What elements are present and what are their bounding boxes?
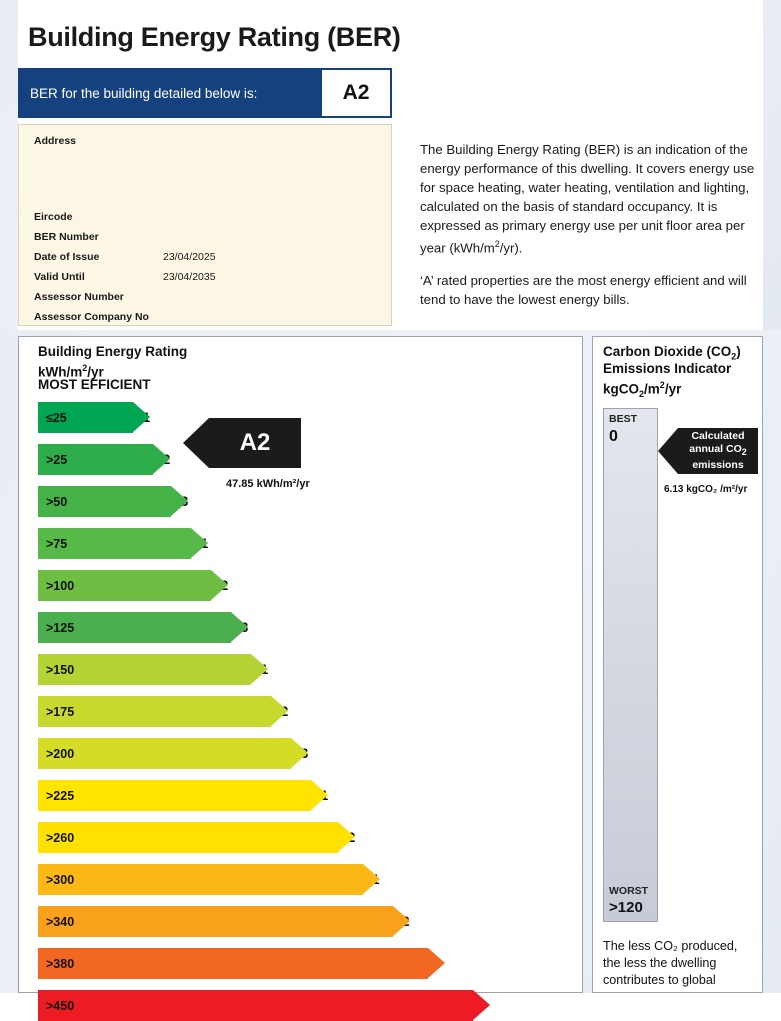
rating-band-tip	[393, 906, 410, 936]
description-block	[420, 140, 770, 323]
rating-band-range: >380	[46, 956, 75, 971]
rating-band-c1	[38, 654, 269, 685]
rating-band-grade: B2	[211, 578, 229, 593]
result-grade-arrow: A2	[209, 418, 301, 468]
co2-arrow-subscript: 2	[741, 447, 747, 458]
rating-band-grade: A1	[133, 410, 151, 425]
co2-result-value: 6.13 kgCO₂ /m²/yr	[664, 484, 748, 495]
rating-band-range: >450	[46, 998, 75, 1013]
rating-band-f	[38, 948, 437, 979]
rating-band-b3	[38, 612, 249, 643]
rating-band-tip	[428, 948, 445, 978]
rating-band-grade: C1	[251, 662, 269, 677]
rating-heading-superscript: 2	[82, 363, 88, 373]
rating-band-a2	[38, 444, 171, 475]
rating-band-b1	[38, 528, 209, 559]
co2-heading-line2: Emissions Indicator	[603, 361, 732, 376]
rating-band-grade: C2	[271, 704, 289, 719]
co2-arrow-line1: Calculated	[691, 429, 745, 442]
rating-band-range: >100	[46, 578, 75, 593]
address-value-date-of-issue: 23/04/2025	[163, 251, 216, 263]
rating-band-tip	[363, 864, 380, 894]
co2-subscript-1: 2	[731, 351, 737, 362]
address-value-valid-until: 23/04/2035	[163, 271, 216, 283]
rating-band-c2	[38, 696, 289, 727]
rating-band-range: >200	[46, 746, 75, 761]
co2-best-label: BEST	[609, 413, 638, 425]
rating-band-tip	[133, 402, 150, 432]
co2-unit-post: /yr	[664, 381, 682, 397]
co2-arrow-text	[689, 430, 747, 472]
rating-band-range: >125	[46, 620, 75, 635]
co2-scale	[603, 408, 658, 922]
superscript-two: 2	[494, 239, 500, 249]
rating-heading-line1: Building Energy Rating	[38, 344, 188, 359]
rating-band-range: >25	[46, 452, 68, 467]
rating-band-tip	[211, 570, 228, 600]
co2-subscript-2: 2	[639, 389, 645, 400]
description-paragraph-1	[420, 140, 770, 257]
rating-band-a3	[38, 486, 189, 517]
rating-band-tip	[153, 444, 170, 474]
ber-grade-box: A2	[320, 68, 392, 118]
ber-statement-label: BER for the building detailed below is:	[30, 85, 258, 101]
address-label-address: Address	[34, 135, 77, 147]
rating-band-grade: G	[473, 998, 484, 1013]
description-paragraph-1-tail: /yr).	[499, 240, 523, 256]
rating-band-tip	[191, 528, 208, 558]
rating-heading-unit-post: /yr	[87, 364, 104, 380]
co2-footer-text: The less CO₂ produced, the less the dwelling contributes to global	[603, 939, 738, 987]
rating-band-tip	[271, 696, 288, 726]
address-label-eircode: Eircode	[34, 211, 73, 223]
co2-unit-pre: kgCO	[603, 381, 640, 397]
description-paragraph-2: ‘A’ rated properties are the most energy efficient and will tend to have the lowest energy bills.	[420, 273, 747, 308]
rating-band-tip	[251, 654, 268, 684]
description-paragraph-1-text: The Building Energy Rating (BER) is an indication of the energy performance of this dwelling. It covers energy use for space heating, water heating, ventilation and lighting, calculated on the basis of standard occupancy. It is expressed as primary energy use per unit floor area per year (kWh/m	[420, 142, 755, 256]
rating-band-range: >50	[46, 494, 68, 509]
rating-band-d2	[38, 822, 356, 853]
rating-band-grade: C3	[291, 746, 309, 761]
co2-heading-pre: Carbon Dioxide (CO	[603, 344, 732, 359]
co2-unit-mid: /m	[644, 381, 660, 397]
address-label-valid-until: Valid Until	[34, 271, 85, 283]
rating-band-tip	[231, 612, 248, 642]
rating-band-grade: D2	[338, 830, 356, 845]
rating-band-grade: E1	[363, 872, 380, 887]
rating-band-grade: A2	[153, 452, 171, 467]
rating-band-b2	[38, 570, 229, 601]
rating-band-grade: E2	[393, 914, 410, 929]
rating-band-range: ≤25	[46, 410, 67, 425]
co2-heading-post: )	[736, 344, 741, 359]
rating-band-tip	[171, 486, 188, 516]
rating-band-g	[38, 990, 484, 1021]
rating-band-c3	[38, 738, 309, 769]
rating-band-tip	[291, 738, 308, 768]
rating-band-range: >150	[46, 662, 75, 677]
page-title: Building Energy Rating (BER)	[28, 22, 401, 52]
rating-band-tip	[311, 780, 328, 810]
rating-band-grade: B1	[191, 536, 209, 551]
rating-band-grade: A3	[171, 494, 189, 509]
co2-result-arrow	[678, 428, 758, 474]
result-value-label: 47.85 kWh/m²/yr	[226, 478, 310, 490]
rating-band-range: >260	[46, 830, 75, 845]
address-label-date-of-issue: Date of Issue	[34, 251, 100, 263]
co2-worst-label: WORST	[609, 885, 649, 897]
address-label-assessor-number: Assessor Number	[34, 291, 124, 303]
rating-band-grade: F	[428, 956, 437, 971]
co2-arrow-line3: emissions	[692, 459, 744, 472]
address-label-ber-number: BER Number	[34, 231, 99, 243]
rating-band-e2	[38, 906, 410, 937]
rating-band-a1	[38, 402, 151, 433]
rating-band-tip	[473, 990, 490, 1020]
rating-band-tip	[338, 822, 355, 852]
rating-band-range: >300	[46, 872, 75, 887]
co2-heading-line3	[603, 377, 681, 403]
rating-band-range: >225	[46, 788, 75, 803]
rating-band-grade: D1	[311, 788, 329, 803]
rating-heading-unit-pre: kWh/m	[38, 364, 83, 380]
rating-band-grade: B3	[231, 620, 249, 635]
ber-statement-bar	[18, 68, 320, 118]
co2-arrow-line2: annual CO	[689, 442, 742, 455]
co2-best-value: 0	[609, 428, 618, 445]
rating-band-range: >340	[46, 914, 75, 929]
most-efficient-label: MOST EFFICIENT	[38, 377, 151, 392]
rating-band-e1	[38, 864, 380, 895]
rating-band-range: >175	[46, 704, 75, 719]
address-label-assessor-company-no: Assessor Company No	[34, 311, 149, 323]
rating-band-range: >75	[46, 536, 68, 551]
co2-worst-value: >120	[609, 899, 643, 916]
rating-band-d1	[38, 780, 329, 811]
co2-superscript: 2	[659, 380, 665, 390]
